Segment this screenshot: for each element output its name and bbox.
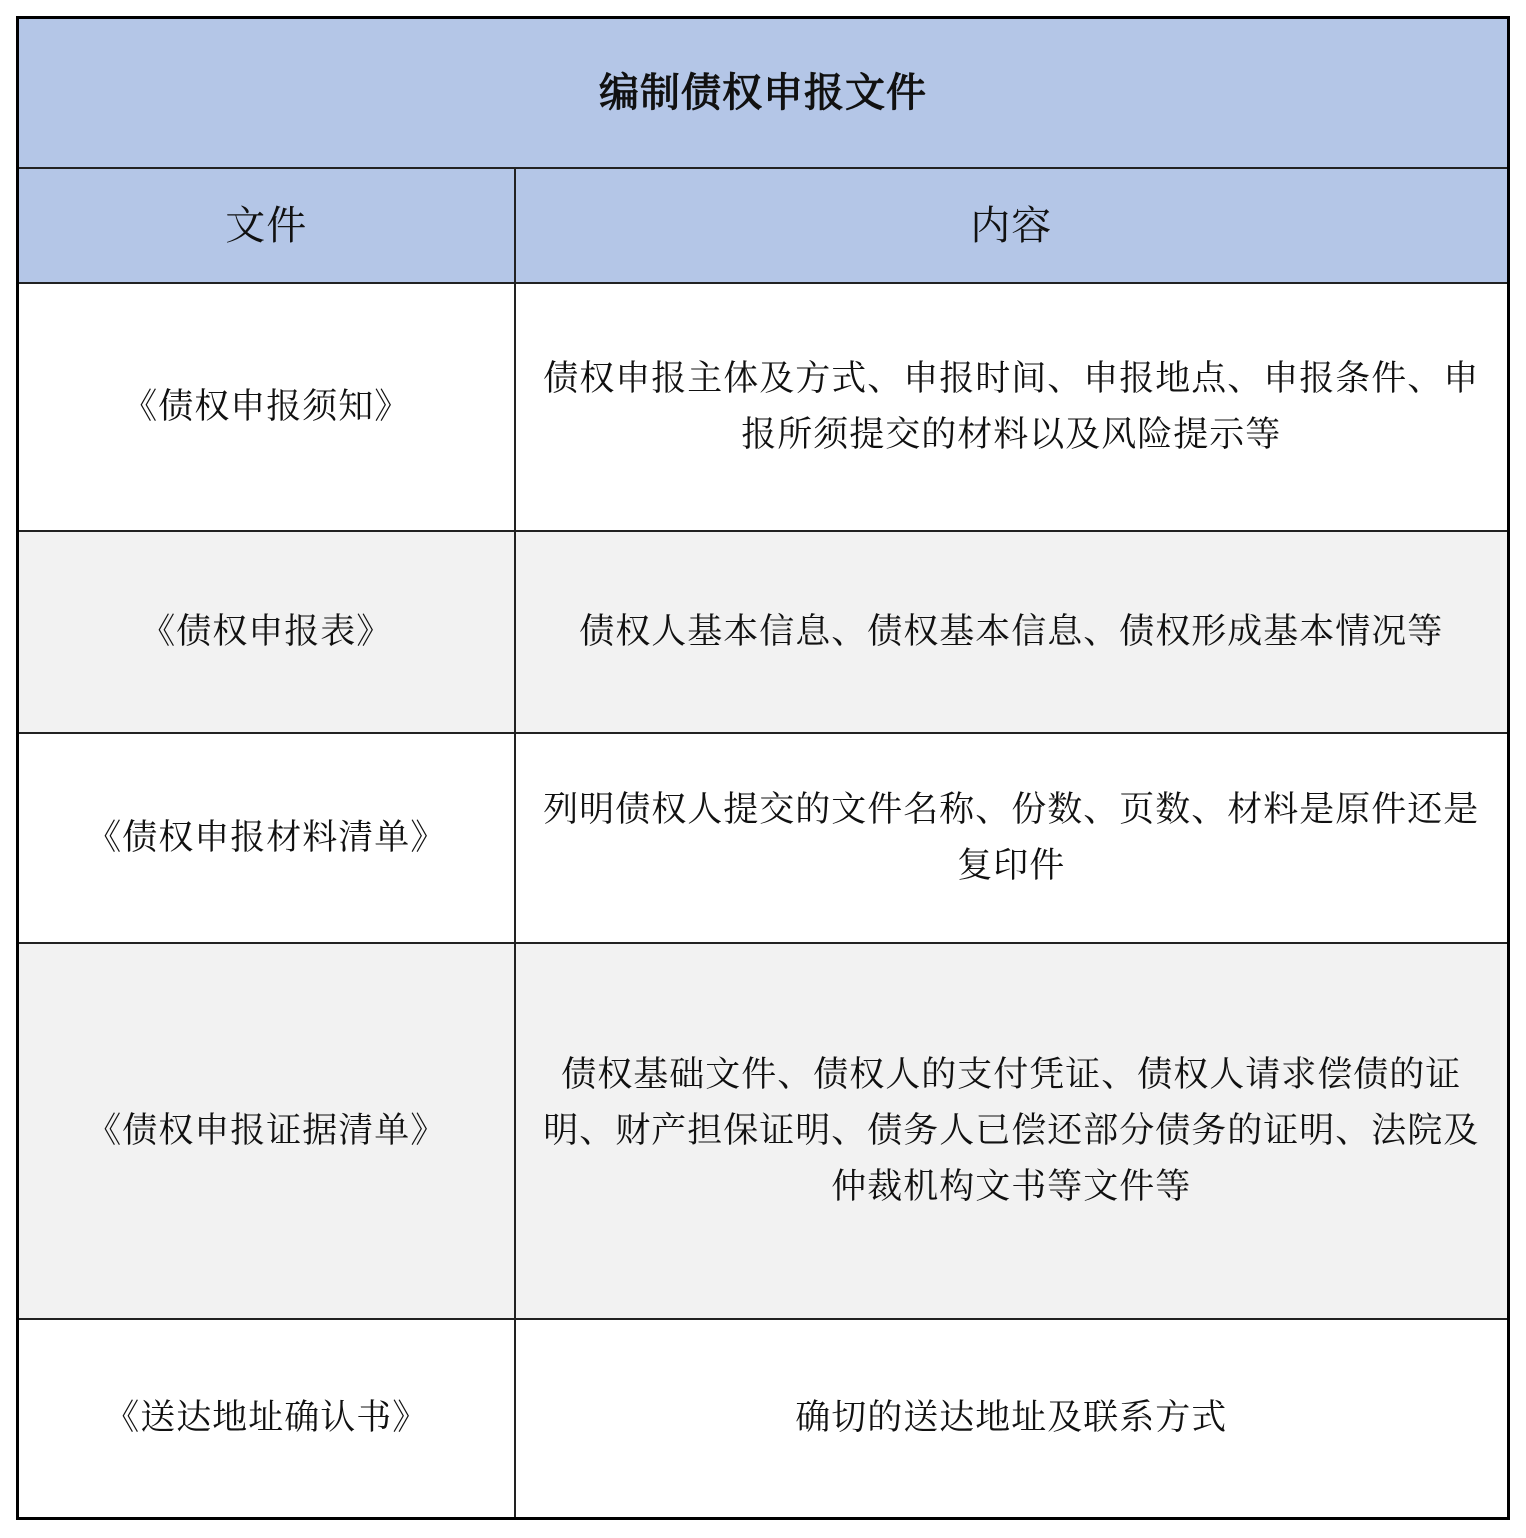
- table-row: [18, 943, 1509, 1319]
- table-title: 编制债权申报文件: [18, 18, 1509, 169]
- content-cell: 债权人基本信息、债权基本信息、债权形成基本情况等: [515, 531, 1509, 733]
- table-row: [18, 733, 1509, 943]
- file-cell: 《债权申报材料清单》: [18, 733, 515, 943]
- document-table: [16, 16, 1510, 1520]
- table-row: [18, 531, 1509, 733]
- column-header-content: 内容: [515, 168, 1509, 283]
- header-row: [18, 168, 1509, 283]
- file-cell: 《债权申报证据清单》: [18, 943, 515, 1319]
- content-cell: 确切的送达地址及联系方式: [515, 1319, 1509, 1518]
- content-cell: 债权申报主体及方式、申报时间、申报地点、申报条件、申报所须提交的材料以及风险提示等: [515, 283, 1509, 531]
- column-header-file: 文件: [18, 168, 515, 283]
- title-row: [18, 18, 1509, 169]
- file-cell: 《债权申报须知》: [18, 283, 515, 531]
- content-cell: 债权基础文件、债权人的支付凭证、债权人请求偿债的证明、财产担保证明、债务人已偿还部分债务的证明、法院及仲裁机构文书等文件等: [515, 943, 1509, 1319]
- file-cell: 《债权申报表》: [18, 531, 515, 733]
- table-row: [18, 1319, 1509, 1518]
- content-cell: 列明债权人提交的文件名称、份数、页数、材料是原件还是复印件: [515, 733, 1509, 943]
- table-row: [18, 283, 1509, 531]
- file-cell: 《送达地址确认书》: [18, 1319, 515, 1518]
